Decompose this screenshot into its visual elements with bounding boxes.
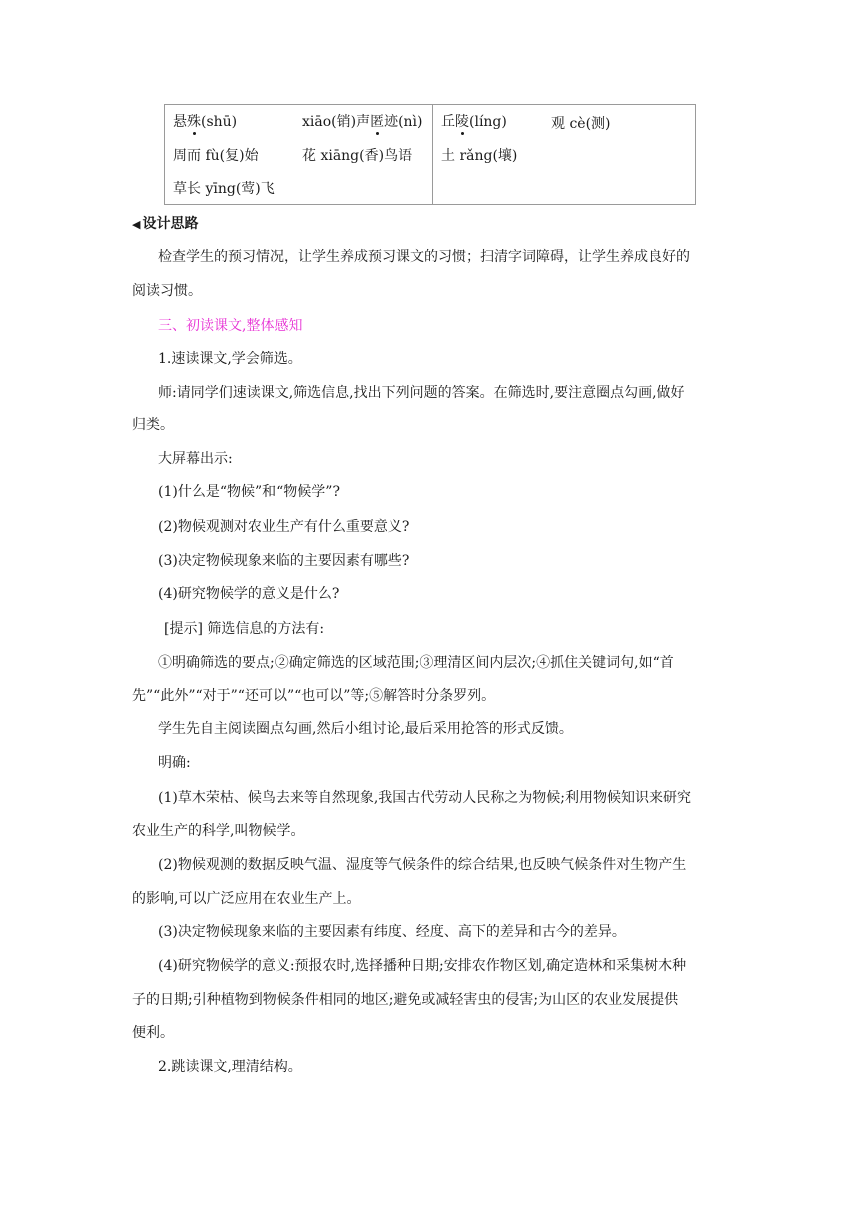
paragraph: 大屏幕出示: (158, 451, 233, 467)
triangle-left-icon: ◀ (132, 218, 141, 231)
answer: (4)研究物候学的意义:预报农时,选择播种日期;安排农作物区划,确定造林和采集树木种 (158, 958, 687, 974)
answer: 便利。 (132, 1025, 174, 1041)
question: (3)决定物候现象来临的主要因素有哪些? (158, 553, 410, 569)
vocab-item: 花 xiāng(香)鸟语 (302, 148, 413, 164)
answer: (3)决定物候现象来临的主要因素有纬度、经度、高下的差异和古今的差异。 (158, 924, 626, 940)
table-divider (432, 105, 433, 204)
vocab-item: 周而 fù(复)始 (173, 148, 259, 164)
question: (1)什么是“物候”和“物候学”? (158, 484, 340, 500)
paragraph: 学生先自主阅读圈点勾画,然后小组讨论,最后采用抢答的形式反馈。 (158, 721, 573, 737)
paragraph: 明确: (158, 755, 191, 771)
answer: 的影响,可以广泛应用在农业生产上。 (132, 891, 361, 907)
paragraph: 检查学生的预习情况，让学生养成预习课文的习惯；扫清字词障碍，让学生养成良好的 (158, 249, 690, 265)
hint: [提示] 筛选信息的方法有: (164, 621, 325, 637)
question: (2)物候观测对农业生产有什么重要意义? (158, 519, 410, 535)
paragraph: 2.跳读课文,理清结构。 (158, 1059, 302, 1075)
paragraph: 师:请同学们速读课文,筛选信息,找出下列问题的答案。在筛选时,要注意圈点勾画,做好 (158, 385, 685, 401)
paragraph: 1.速读课文,学会筛选。 (158, 351, 302, 367)
question: (4)研究物候学的意义是什么? (158, 586, 340, 602)
paragraph: ①明确筛选的要点;②确定筛选的区域范围;③理清区间内层次;④抓住关键词句,如“首 (158, 655, 674, 671)
vocab-item: 草长 yīng(莺)飞 (173, 181, 275, 197)
design-heading: ◀ 设计思路 (132, 216, 199, 232)
vocab-item: 悬殊(shū) (173, 114, 238, 130)
vocab-item: 丘陵(líng) (441, 114, 507, 130)
vocab-table (164, 104, 696, 205)
paragraph: 先”“此外”“对于”“还可以”“也可以”等;⑤解答时分条罗列。 (132, 688, 496, 704)
vocab-item: 观 cè(测) (551, 116, 611, 132)
answer: 农业生产的科学,叫物候学。 (132, 823, 305, 839)
paragraph: 阅读习惯。 (132, 283, 202, 299)
vocab-item: xiāo(销)声匿迹(nì) (302, 114, 423, 130)
answer: (2)物候观测的数据反映气温、湿度等气候条件的综合结果,也反映气候条件对生物产生 (158, 857, 687, 873)
answer: (1)草木荣枯、候鸟去来等自然现象,我国古代劳动人民称之为物候;利用物候知识来研究 (158, 790, 691, 806)
section-title: 三、初读课文,整体感知 (158, 318, 303, 334)
answer: 子的日期;引种植物到物候条件相同的地区;避免或减轻害虫的侵害;为山区的农业发展提供 (132, 992, 679, 1008)
paragraph: 归类。 (132, 417, 174, 433)
vocab-item: 土 rǎng(壤) (441, 148, 518, 164)
